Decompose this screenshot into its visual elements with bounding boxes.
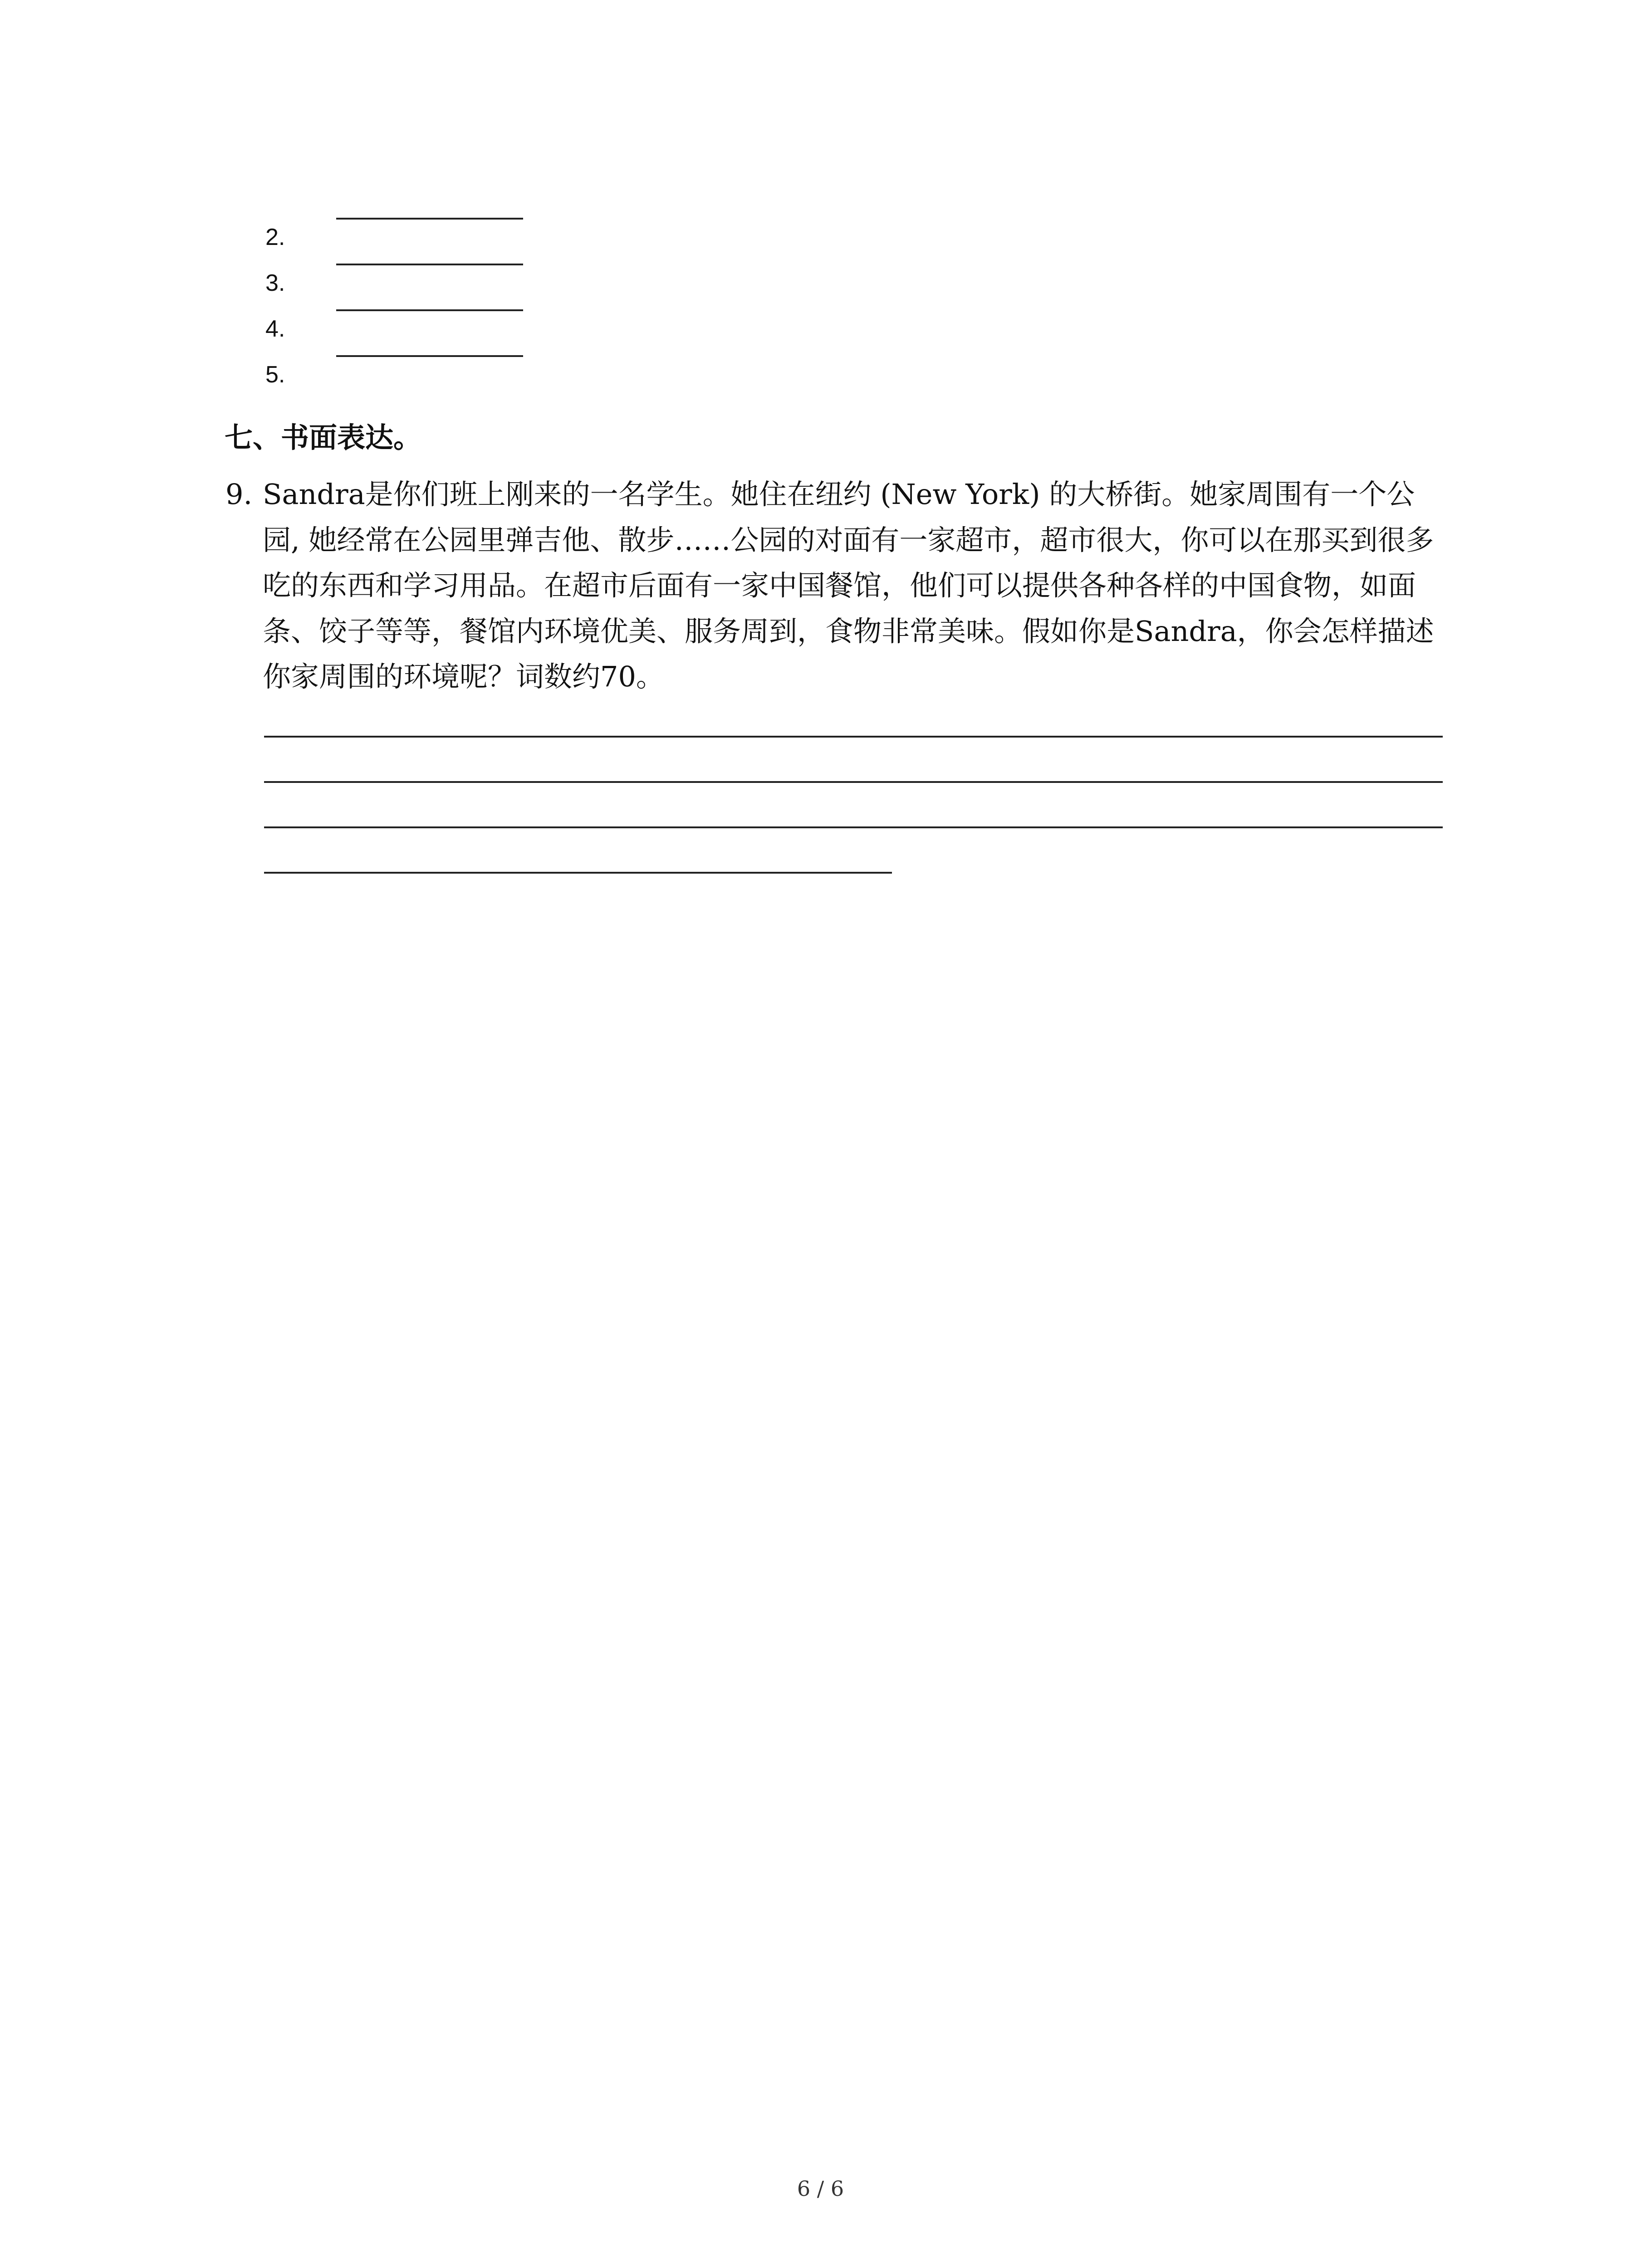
- answer-item: [265, 200, 583, 250]
- writing-line[interactable]: [264, 826, 1443, 828]
- answer-number: 4.: [265, 316, 285, 342]
- answer-blank-line[interactable]: [336, 264, 523, 265]
- answer-number: 5.: [265, 362, 285, 388]
- answer-number: 3.: [265, 270, 285, 296]
- question-prompt: Sandra是你们班上刚来的一名学生。她住在纽约 (New York) 的大桥街。她家周围有一个公园, 她经常在公园里弹吉他、散步……公园的对面有一家超市，超市很大，你可以在那买到很多吃的东西和学习用品。在超市后面有一家中国餐馆，他们可以提供各种各样的中国食物，如面条、饺子等等，餐馆内环境优美、服务周到，食物非常美味。假如你是Sandra，你会怎样描述你家周围的环境呢？词数约70。: [263, 478, 1434, 693]
- answer-item: [265, 245, 583, 296]
- answer-blank-line[interactable]: [336, 309, 523, 311]
- answer-number: 2.: [265, 224, 285, 250]
- answer-item: [265, 291, 583, 342]
- writing-line[interactable]: [264, 736, 1443, 738]
- page-number: 6 / 6: [797, 2176, 844, 2201]
- question-number: 9.: [225, 478, 253, 511]
- answer-list: [265, 200, 583, 388]
- answer-blank-line[interactable]: [336, 355, 523, 357]
- answer-item: [265, 337, 583, 388]
- section-heading: 七、书面表达。: [225, 421, 422, 454]
- writing-line[interactable]: [264, 872, 892, 874]
- writing-line[interactable]: [264, 781, 1443, 783]
- answer-blank-line[interactable]: [336, 218, 523, 220]
